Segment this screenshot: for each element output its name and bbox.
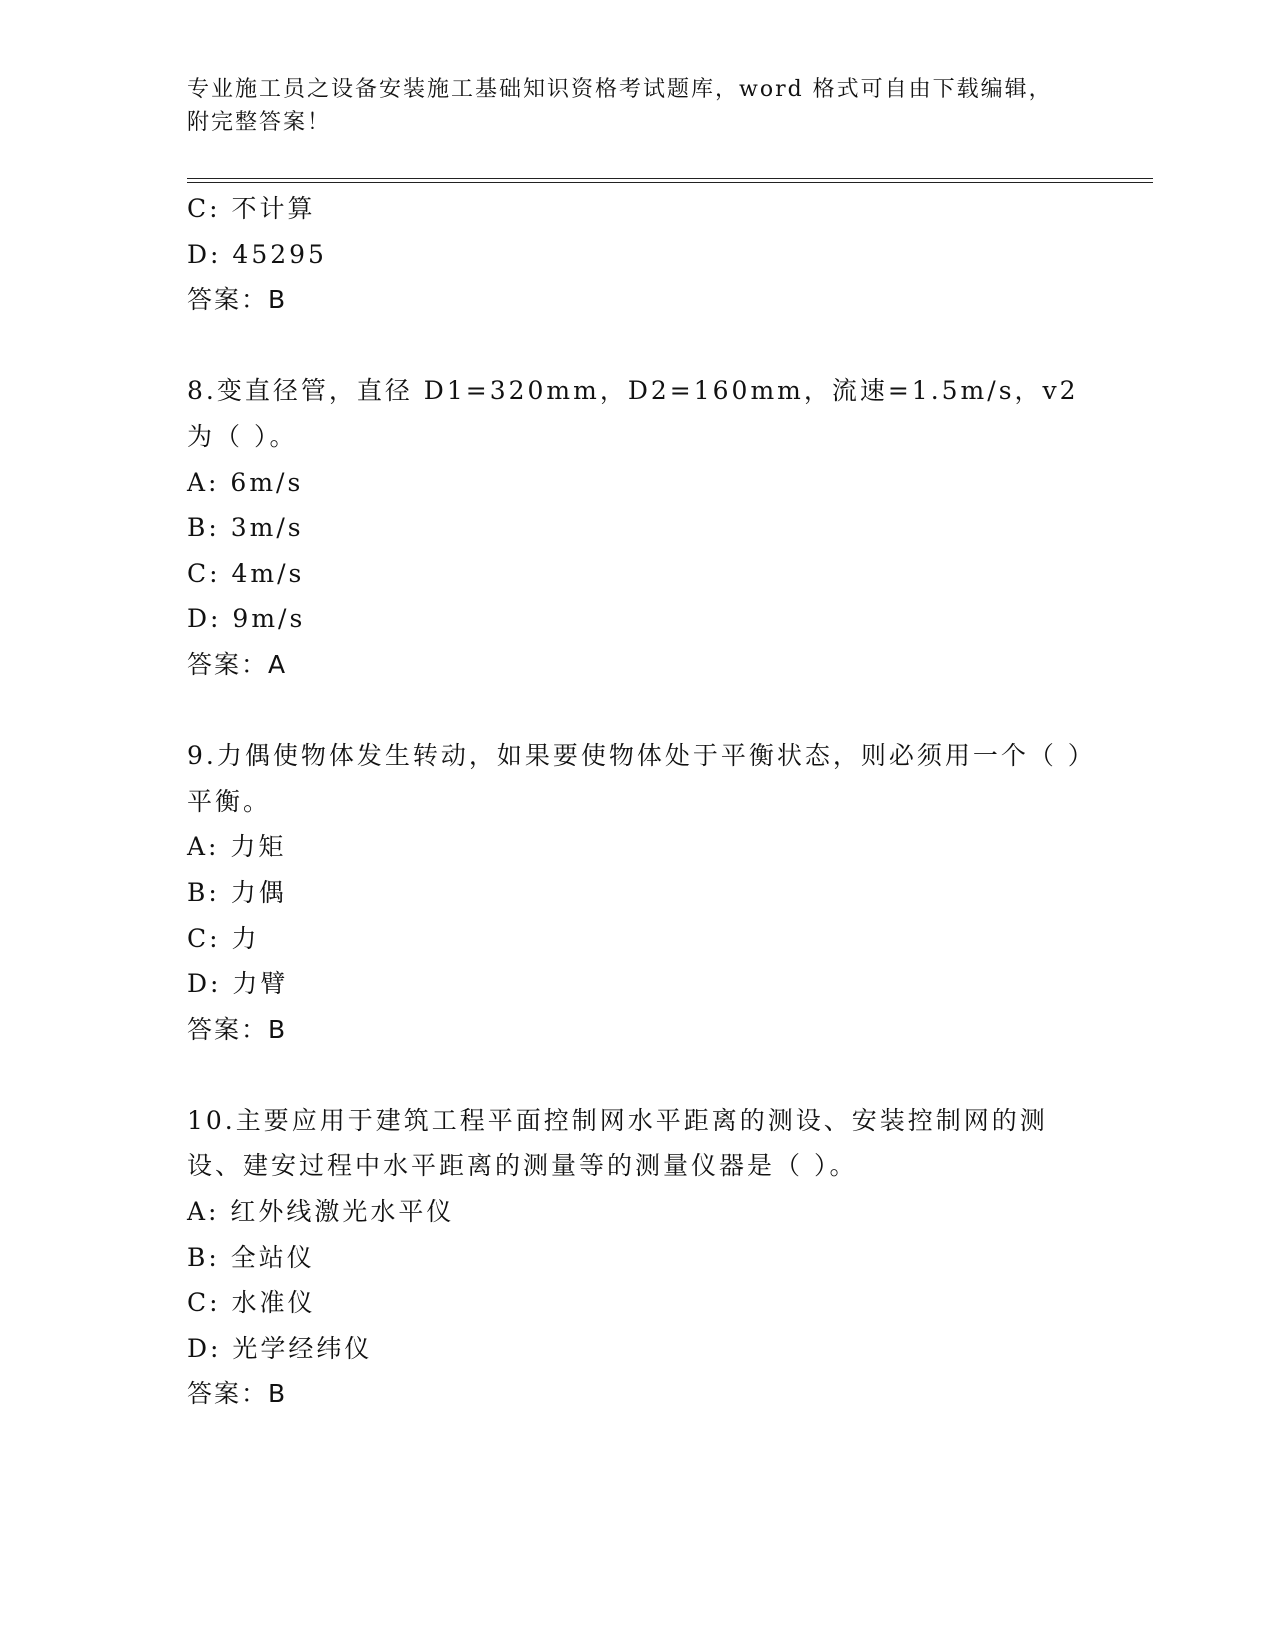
option-d: D: 力臂	[187, 969, 289, 999]
option-d: D: 45295	[187, 239, 327, 269]
question-text: 9.力偶使物体发生转动，如果要使物体处于平衡状态，则必须用一个（ ）平衡。	[187, 741, 1084, 816]
header-divider-bottom	[187, 182, 1153, 183]
question-10	[187, 1098, 1087, 1417]
option-d: D: 光学经纬仪	[187, 1333, 373, 1363]
option-b: B: 力偶	[187, 877, 287, 907]
option-b: B: 全站仪	[187, 1242, 315, 1272]
document-header: 专业施工员之设备安装施工基础知识资格考试题库，word 格式可自由下载编辑， 附完整答案！	[187, 77, 1053, 135]
option-c: C: 不计算	[187, 194, 316, 223]
option-b: B: 3m/s	[187, 513, 304, 543]
option-c: C: 4m/s	[187, 558, 305, 588]
option-c: C: 水准仪	[187, 1288, 316, 1318]
option-a: A: 力矩	[187, 832, 287, 862]
question-8	[187, 368, 1087, 687]
option-a: A: 红外线激光水平仪	[187, 1197, 455, 1227]
header-divider-top	[187, 178, 1153, 179]
question-text: 10.主要应用于建筑工程平面控制网水平距离的测设、安装控制网的测设、建安过程中水平距离的测量等的测量仪器是（ ）。	[187, 1105, 1048, 1181]
option-d: D: 9m/s	[187, 604, 306, 634]
question-text: 8.变直径管，直径 D1=320mm，D2=160mm，流速=1.5m/s，v2 为（ ）。	[187, 376, 1079, 451]
partial-question	[187, 186, 1087, 323]
answer-line: 答案：A	[187, 649, 288, 679]
option-a: A: 6m/s	[187, 467, 304, 497]
option-c: C: 力	[187, 923, 260, 953]
answer-line: 答案：B	[187, 285, 288, 315]
question-list	[187, 186, 1087, 1417]
answer-line: 答案：B	[187, 1379, 288, 1409]
answer-line: 答案：B	[187, 1014, 288, 1044]
question-9	[187, 733, 1087, 1052]
